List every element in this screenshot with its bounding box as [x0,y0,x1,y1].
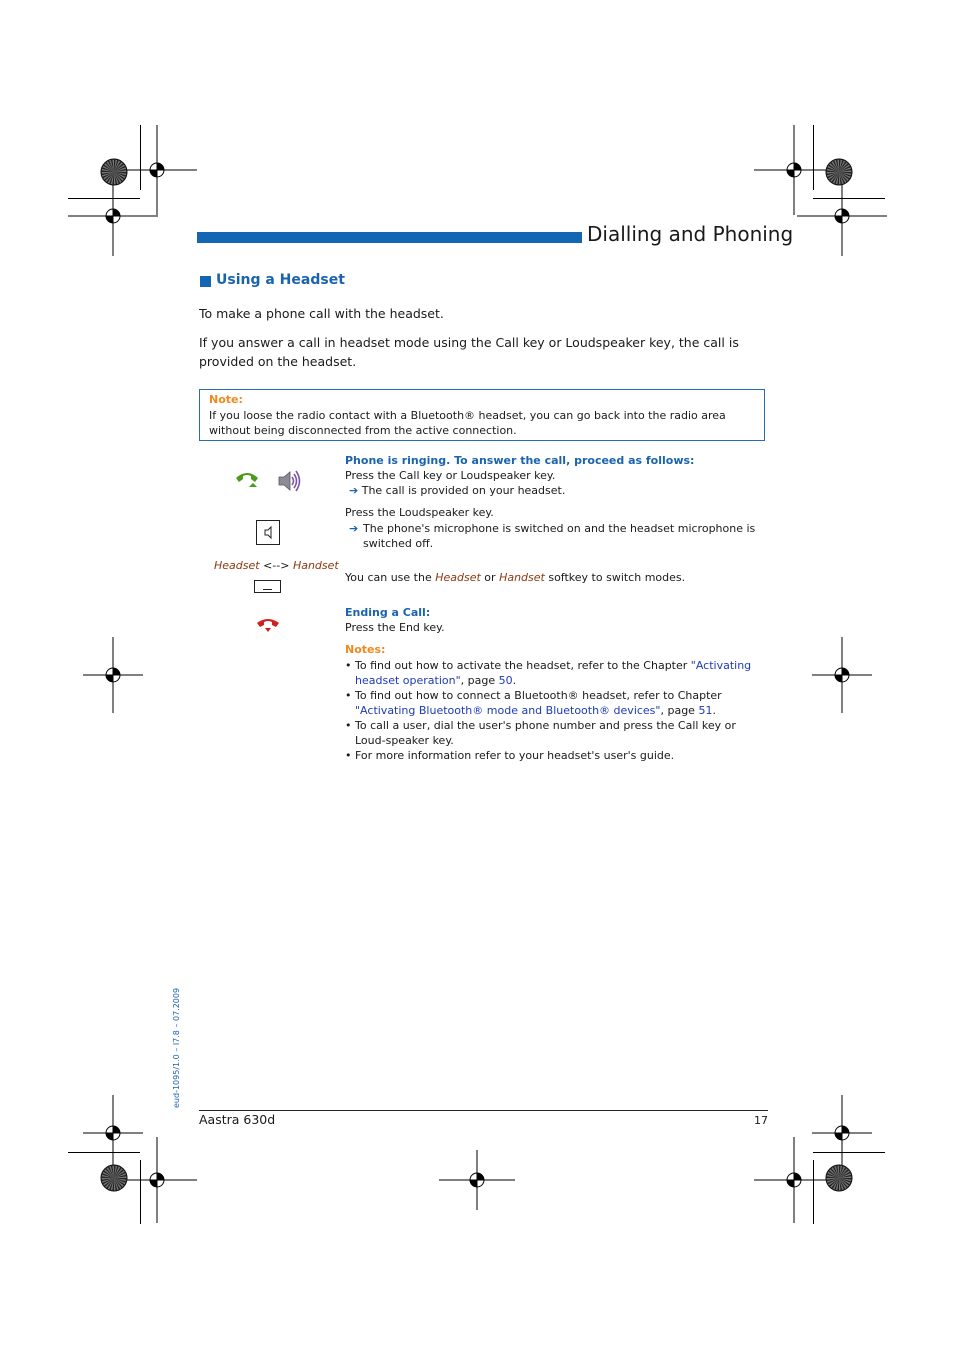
intro-paragraph-2: If you answer a call in headset mode using the Call key or Loudspeaker key, the call is provided on the headset. [199,335,739,369]
softkey-label-handset: Handset [292,559,339,572]
color-wheel-icon [114,172,115,173]
ending-heading: Ending a Call: [345,606,431,619]
registration-mark-icon [113,216,114,217]
registration-mark-icon [157,1180,158,1181]
page-header-title: Dialling and Phoning [587,222,794,246]
link-page-50[interactable]: 50 [498,674,513,687]
registration-mark-icon [842,675,843,676]
call-key-icon [234,470,260,490]
notes-list [345,658,757,763]
crop-line [813,1160,814,1224]
note-text: If you loose the radio contact with a Bluetooth® headset, you can go back into the radio area without being disconnected from the active connection. [209,409,726,437]
link-activating-headset[interactable]: "Activating headset operation" [355,659,752,687]
color-wheel-icon [839,1178,840,1179]
registration-mark-icon [842,1133,843,1134]
notes-label: Notes: [345,643,386,656]
crop-line [68,198,140,199]
registration-mark-icon [794,170,795,171]
softkey-instruction [345,570,765,585]
softkey-instruction-pre: You can use the [345,571,436,584]
registration-mark-icon [113,675,114,676]
result-call-provided-text: The call is provided on your headset. [361,484,566,497]
crop-line [813,125,814,190]
note-item-text: , page [460,674,499,687]
crop-line [140,125,141,190]
footer-divider [199,1110,768,1111]
press-loudspeaker-instruction: Press the Loudspeaker key. [345,506,494,519]
arrow-icon: ➔ [349,522,359,535]
softkey-label-separator: <--> [259,559,293,572]
softkey-instruction-post: softkey to switch modes. [544,571,686,584]
arrow-icon: ➔ [349,484,359,497]
softkey-icon [254,580,281,593]
press-call-instruction: Press the Call key or Loudspeaker key. [345,469,556,482]
list-item: • For more information refer to your headset's user's guide. [345,748,757,763]
note-item-text: To find out how to activate the headset, refer to the Chapter [355,659,691,672]
registration-mark-icon [842,216,843,217]
list-item: • To call a user, dial the user's phone number and press the Call key or Loud-speaker key. [345,718,757,748]
press-end-instruction: Press the End key. [345,621,445,634]
note-item-text: . [512,674,517,687]
note-item-text: , page [660,704,699,717]
note-label: Note: [209,393,243,406]
registration-mark-icon [113,1133,114,1134]
section-title: Using a Headset [216,272,345,288]
softkey-instruction-or: or [480,571,500,584]
softkey-label [214,558,339,573]
footer-product-name: Aastra 630d [199,1112,276,1127]
crop-line [813,198,885,199]
softkey-instruction-handset: Handset [499,571,545,584]
registration-mark-icon [794,1180,795,1181]
color-wheel-icon [839,172,840,173]
section-marker [200,276,211,287]
crop-line [140,1160,141,1224]
registration-mark-icon [477,1180,478,1181]
result-call-provided [349,483,759,498]
note-box [199,389,765,441]
result-mic-switched [349,521,759,551]
result-mic-switched-text: The phone's microphone is switched on and the headset microphone is switched off. [363,522,756,550]
registration-mark-icon [157,170,158,171]
loudspeaker-icon [277,469,301,493]
page-number: 17 [754,1114,768,1127]
list-item [345,688,757,718]
ringing-heading: Phone is ringing. To answer the call, proceed as follows: [345,454,695,467]
link-page-51[interactable]: 51 [698,704,713,717]
loudspeaker-key-icon [256,520,280,545]
softkey-instruction-headset: Headset [435,571,481,584]
header-bar [197,232,582,243]
note-item-text: To find out how to connect a Bluetooth® headset, refer to Chapter [355,689,722,702]
crop-line [68,1152,140,1153]
link-activating-bluetooth[interactable]: "Activating Bluetooth® mode and Bluetooth® devices" [355,704,661,717]
list-item [345,658,757,688]
note-item-text: . [712,704,716,717]
end-key-icon [255,617,281,633]
softkey-label-headset: Headset [214,559,260,572]
document-code: eud-1095/1.0 – I7.8 – 07.2009 [172,987,181,1108]
color-wheel-icon [114,1178,115,1179]
crop-line [813,1152,885,1153]
intro-paragraph-1: To make a phone call with the headset. [199,306,444,321]
